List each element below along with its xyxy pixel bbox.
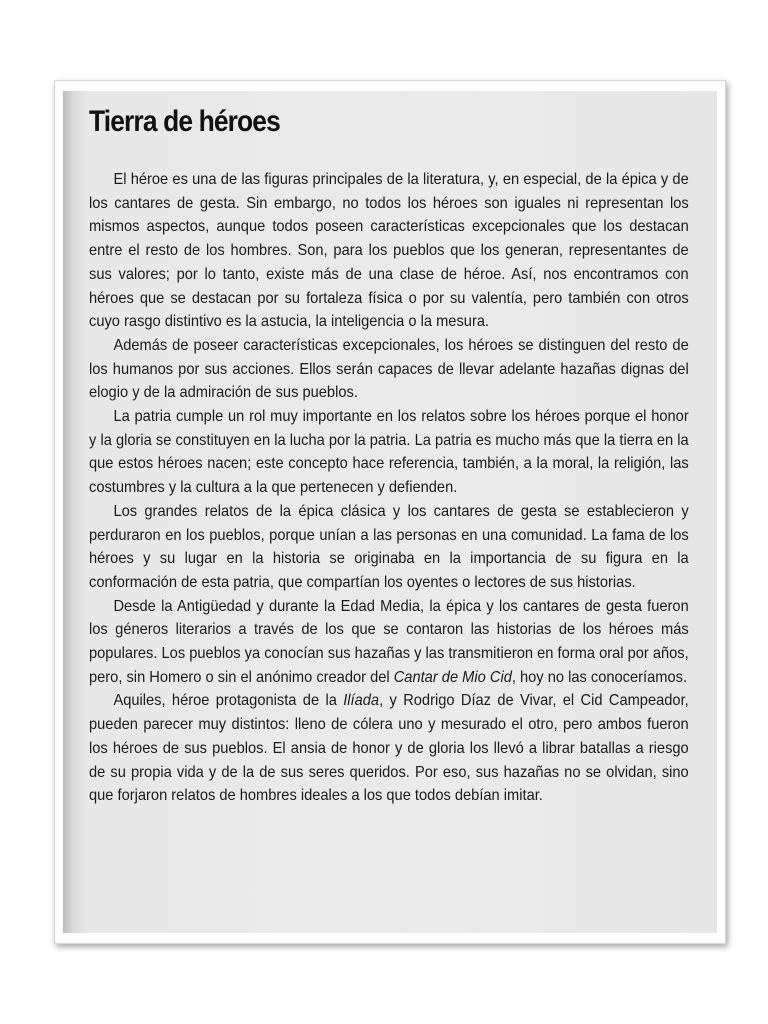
text-run: El héroe es una de las figuras principales de la literatura, y, en especial, de la épica y de los cantares de gesta. Sin embargo, no todos los héroes son iguales ni representan los mismos aspectos, aunque todos poseen características excepcionales que los destacan entre el resto de los hombres. Son, para los pueblos que los generan, representantes de sus valores; por lo tanto, existe más de una clase de héroe. Así, nos encontramos con héroes que se destacan por su fortaleza física o por su valentía, pero también con otros cuyo rasgo distintivo es la astucia, la inteligencia o la mesura. (89, 171, 689, 331)
paragraph-4 (89, 500, 689, 595)
paragraph-1 (89, 168, 689, 334)
paragraph-5 (89, 595, 689, 690)
paragraph-2 (89, 334, 689, 405)
scanned-page-frame (54, 80, 726, 944)
article-body (89, 168, 689, 808)
italic-title-run: Ilíada (343, 692, 380, 710)
italic-title-run: Cantar de Mio Cid (393, 668, 512, 686)
text-run: Desde la Antigüedad y durante la Edad Media, la épica y los cantares de gesta fueron los géneros literarios a través de los que se contaron las historias de los héroes más populares. Los pueblos ya conocían sus hazañas y las transmitieron en forma oral por años, pero, sin Homero o sin el anónimo creador del (89, 597, 689, 686)
text-run: Los grandes relatos de la épica clásica y los cantares de gesta se establecieron y perduraron en los pueblos, porque unían a las personas en una comunidad. La fama de los héroes y su lugar en la historia se originaba en la importancia de su figura en la conformación de esta patria, que compartían los oyentes o lectores de sus historias. (89, 502, 689, 591)
text-run: La patria cumple un rol muy importante en los relatos sobre los héroes porque el honor y la gloria se constituyen en la lucha por la patria. La patria es mucho más que la tierra en la que estos héroes nacen; este concepto hace referencia, también, a la moral, la religión, las costumbres y la cultura a la que pertenecen y defienden. (89, 408, 689, 497)
paragraph-6 (89, 689, 689, 808)
page-title: Tierra de héroes (89, 105, 280, 138)
scanned-page (63, 91, 717, 933)
text-run: , y Rodrigo Díaz de Vivar, el Cid Campeador, pueden parecer muy distintos: lleno de cólera uno y mesurado el otro, pero ambos fueron los héroes de sus pueblos. El ansia de honor y de gloria los llevó a librar batallas a riesgo de su propia vida y de la de sus seres queridos. Por eso, sus hazañas no se olvidan, sino que forjaron relatos de hombres ideales a los que todos debían imitar. (89, 692, 689, 805)
text-run: , hoy no las conoceríamos. (511, 668, 688, 686)
text-run: Además de poseer características excepcionales, los héroes se distinguen del resto de los humanos por sus acciones. Ellos serán capaces de llevar adelante hazañas dignas del elogio y de la admiración de sus pueblos. (89, 336, 689, 402)
text-run: Aquiles, héroe protagonista de la (113, 692, 344, 710)
paragraph-3 (89, 405, 689, 500)
